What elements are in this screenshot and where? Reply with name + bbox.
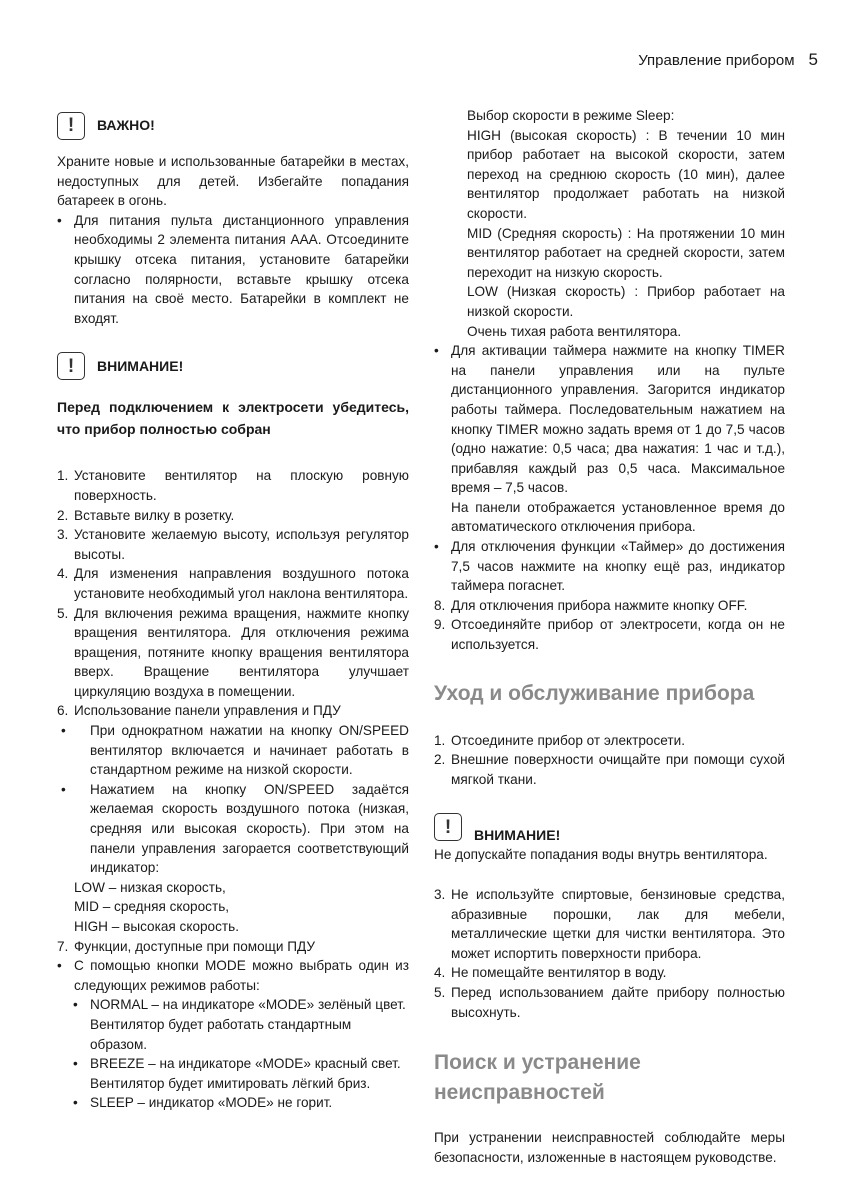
sleep-speeds <box>434 106 785 341</box>
list-item: 6. Использование панели управления и ПДУ <box>57 703 341 719</box>
important-text: Храните новые и использованные батарейки в местах, недоступных для детей. Избегайте попадания батареек в огонь. <box>57 154 409 209</box>
list-item: 3. Установите желаемую высоту, используя регулятор высоты. <box>57 527 409 562</box>
list-item: 1. Установите вентилятор на плоскую ровную поверхность. <box>57 468 409 503</box>
list-item: • Для активации таймера нажмите на кнопку TIMER на панели управления или на пульте дистанционного управления. Загорится индикатор работы таймера. Последовательным нажатием на кнопку TIMER можно задать время от 1 до 7,5 часов (одно нажатие: 0,5 часа; два нажатия: 1 час и т.д.), прибавляя каждый раз 0,5 часа. Максимальное время – 7,5 часов. <box>434 343 785 496</box>
list-item: 2. Внешние поверхности очищайте при помощи сухой мягкой ткани. <box>434 752 785 787</box>
list-item: 5. Перед использованием дайте прибору полностью высохнуть. <box>434 984 785 1020</box>
list-item: 2. Вставьте вилку в розетку. <box>57 507 235 523</box>
left-column <box>57 110 409 1113</box>
exclamation-icon: ! <box>57 352 85 380</box>
list-item: 4. Для изменения направления воздушного потока установите необходимый угол наклона вентилятора. <box>57 566 409 601</box>
attention-title: Перед подключением к электросети убедитесь, что прибор полностью собран <box>57 399 409 438</box>
list-item: 4. Не помещайте вентилятор в воду. <box>434 965 667 981</box>
list-item: 5. Для включения режима вращения, нажмите кнопку вращения вентилятора. Для отключения режима вращения, потяните кнопку вращения вентилятора вверх. Вращение вентилятора улучшает циркуляцию воздуха в помещении. <box>57 605 409 699</box>
list-item: • BREEZE – на индикаторе «MODE» красный свет. <box>73 1056 401 1072</box>
sleep-low: LOW (Низкая скорость) : Прибор работает на низкой скорости. <box>467 284 785 319</box>
list-item: • При однократном нажатии на кнопку ON/SPEED вентилятор включается и начинает работать в стандартном режиме на низкой скорости. <box>61 723 409 778</box>
care-list <box>434 731 785 790</box>
timer-note: На панели отображается установленное время до автоматического отключения прибора. <box>451 499 785 535</box>
attention-note-header <box>57 350 409 382</box>
list-item: 3. Не используйте спиртовые, бензиновые средства, абразивные порошки, лак для мебели, металлические щетки для чистки вентилятора. Это может испортить поверхности прибора. <box>434 887 785 961</box>
important-label: ВАЖНО! <box>97 117 155 134</box>
trouble-section-title: Поиск и устранение неисправностей <box>434 1051 641 1105</box>
mode-normal-sub: Вентилятор будет работать стандартным образом. <box>90 1016 352 1052</box>
list-item: 8. Для отключения прибора нажмите кнопку OFF. <box>434 597 748 613</box>
attention-label: ВНИМАНИЕ! <box>97 357 184 374</box>
battery-bullet: • Для питания пульта дистанционного управления необходимы 2 элемента питания AAA. Отсоедините крышку отсека питания, установите батарейки согласно полярности, вставьте крышку отсека питания на своё место. Батарейки в комплект не входят. <box>57 212 409 326</box>
speed-high: HIGH – высокая скорость. <box>74 919 240 934</box>
care-section-title: Уход и обслуживание прибора <box>434 681 755 705</box>
trouble-text: При устранении неисправностей соблюдайте меры безопасности, изложенные в настоящем руководстве. <box>434 1130 785 1165</box>
sleep-high: HIGH (высокая скорость) : В течении 10 мин прибор работает на высокой скорости, затем переход на среднюю скорость (10 мин), далее вентилятор продолжает работать на низкой скорости. <box>467 127 785 221</box>
list-item: 9. Отсоединяйте прибор от электросети, когда он не используется. <box>434 617 785 653</box>
list-item: • С помощью кнопки MODE можно выбрать один из следующих режимов работы: <box>57 958 409 993</box>
list-item: • Нажатием на кнопку ON/SPEED задаётся желаемая скорость воздушного потока (низкая, средняя или высокая скорость). При этом на панели управления загорается соответствующий индикатор: <box>61 781 409 876</box>
care-attention-header <box>434 811 785 843</box>
list-item: • NORMAL – на индикаторе «MODE» зелёный цвет. <box>73 997 406 1013</box>
page-number: 5 <box>808 50 818 69</box>
list-item: 1. Отсоедините прибор от электросети. <box>434 732 685 748</box>
exclamation-icon: ! <box>434 813 462 841</box>
right-column <box>434 106 785 1167</box>
care-attention-text: Не допускайте попадания воды внутрь вентилятора. <box>434 847 768 863</box>
sleep-mid: MID (Средняя скорость) : На протяжении 10 мин вентилятор работает на средней скорости, затем переходит на низкую скорость. <box>467 225 785 280</box>
sleep-quiet: Очень тихая работа вентилятора. <box>467 323 682 339</box>
header-title: Управление прибором <box>638 52 795 69</box>
speed-low: LOW – низкая скорость, <box>74 879 226 895</box>
exclamation-icon: ! <box>57 112 85 140</box>
care-attention-label: ВНИМАНИЕ! <box>474 826 561 843</box>
list-item: • SLEEP – индикатор «MODE» не горит. <box>73 1095 333 1111</box>
battery-bullet-text: Для питания пульта дистанционного управления необходимы 2 элемента питания AAA. Отсоедините крышку отсека питания, установите батарейки согласно полярности, вставьте крышку отсека питания на своё место. Батарейки в комплект не входят. <box>74 212 409 326</box>
care-list-2 <box>434 885 785 1022</box>
mode-breeze-sub: Вентилятор будет имитировать лёгкий бриз. <box>90 1075 371 1091</box>
sleep-title: Выбор скорости в режиме Sleep: <box>467 108 675 123</box>
list-item: • Для отключения функции «Таймер» до достижения 7,5 часов нажмите на кнопку ещё раз, индикатор таймера погаснет. <box>434 539 785 594</box>
steps-list <box>57 466 409 1113</box>
important-note-header <box>57 110 409 142</box>
page-header <box>638 50 818 70</box>
speed-mid: MID – средняя скорость, <box>74 899 230 915</box>
list-item: 7. Функции, доступные при помощи ПДУ <box>57 938 315 954</box>
